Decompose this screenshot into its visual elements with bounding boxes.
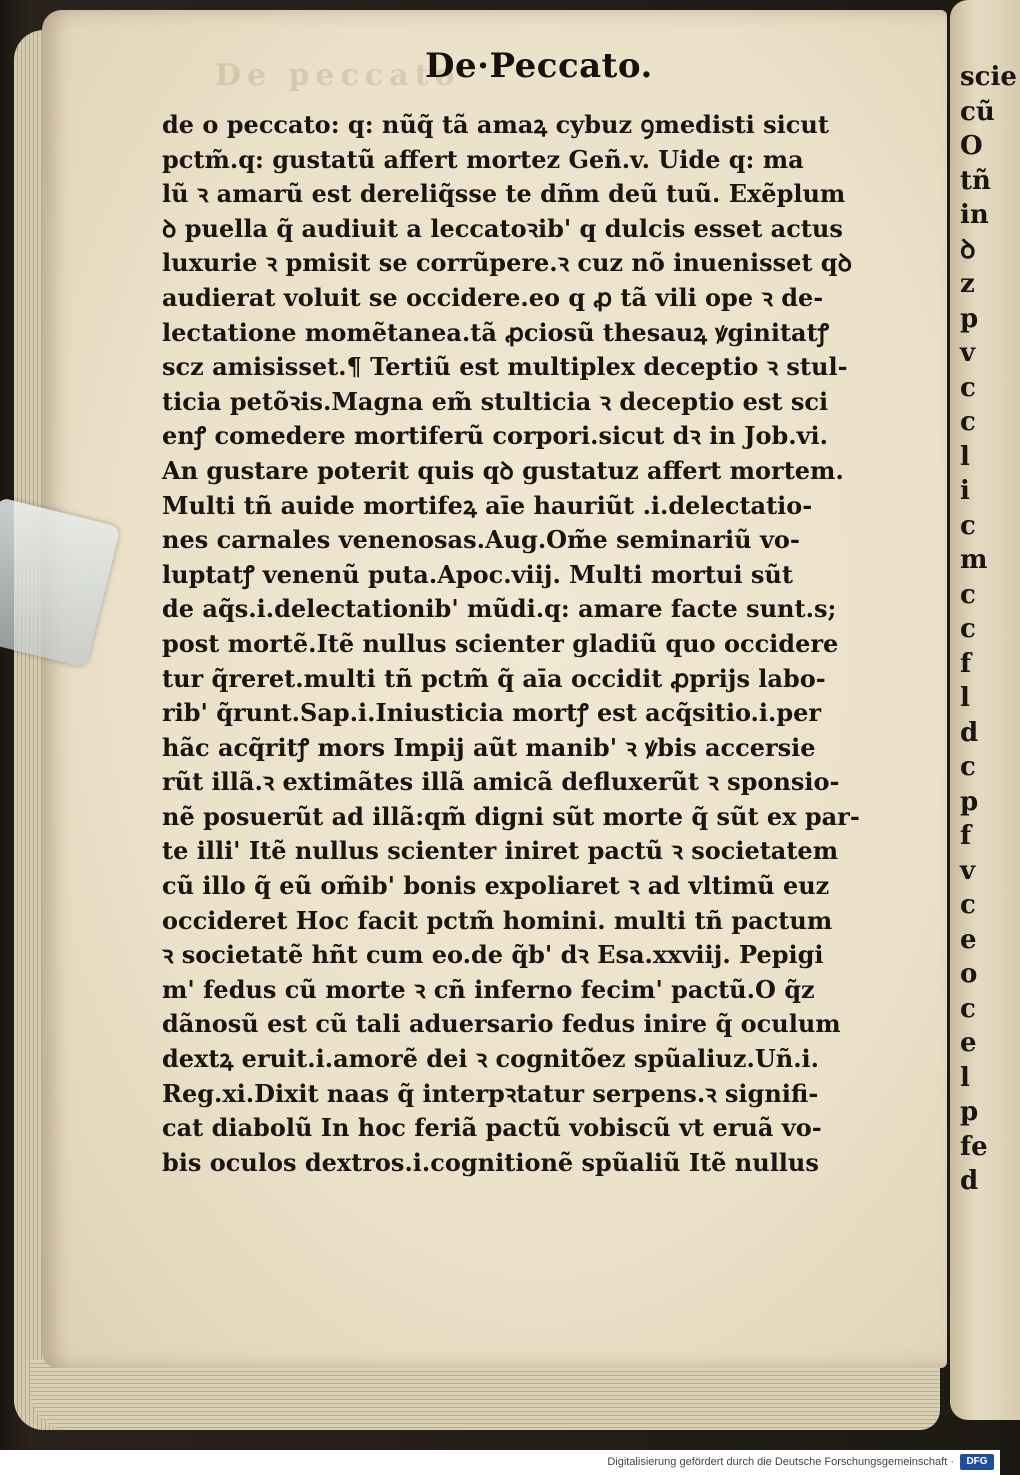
facing-line-fragment: e xyxy=(960,1028,977,1058)
facing-line-fragment: c xyxy=(960,614,976,644)
facing-line-fragment: i xyxy=(960,476,970,506)
text-line: luptatꝭ venenũ puta.Apoc.viij. Multi mortui sũt xyxy=(162,559,793,589)
text-line: enꝭ comedere mortiferũ corpori.sicut dꝛ in Job.vi. xyxy=(162,421,829,451)
facing-line-fragment: p xyxy=(960,303,979,334)
facing-line-fragment: cũ xyxy=(960,96,995,127)
text-line: cũ illo q̃ eũ om̃ib' bonis expoliaret ꝛ ad vltimũ euz xyxy=(162,871,830,901)
facing-line-fragment: p xyxy=(960,786,979,817)
text-line: lũ ꝛ amarũ est dereliq̃sse te dñm deũ tuũ. Exẽplum xyxy=(162,179,846,209)
facing-line-fragment: scie xyxy=(960,62,1017,92)
facing-page-text xyxy=(960,60,1017,1199)
show-through-heading: De peccato xyxy=(215,58,461,93)
text-line: Reg.xi.Dixit naas q̃ interpꝛtatur serpens.ꝛ signifi- xyxy=(162,1078,819,1108)
facing-line-fragment: c xyxy=(960,993,976,1024)
footer-credit: Digitalisierung gefördert durch die Deutsche Forschungsgemeinschaft · xyxy=(607,1456,954,1468)
facing-line-fragment: c xyxy=(960,407,976,437)
text-line: An gustare poterit quis qꝺ gustatuz affert mortem. xyxy=(162,455,844,485)
text-line: de aq̃s.i.delectationib' mũdi.q: amare facte sunt.s; xyxy=(162,594,837,624)
text-line: tur q̃reret.multi tñ pctm̃ q̃ aīa occidit ꝓprijs labo- xyxy=(162,663,826,693)
text-line: ticia petõꝛis.Magna em̃ stulticia ꝛ deceptio est sci xyxy=(162,386,829,416)
facing-line-fragment: v xyxy=(960,855,976,886)
text-line: post mortẽ.Itẽ nullus scienter gladiũ quo occidere xyxy=(162,628,839,658)
text-line: cat diabolũ In hoc feriã pactũ vobiscũ vt eruã vo- xyxy=(162,1113,822,1143)
facing-line-fragment: ꝺ xyxy=(960,234,976,265)
text-line: de o peccato: q: nũq̃ tã amaꝝ cybuz ꝯmedisti sicut xyxy=(162,110,829,139)
text-line: lectatione momẽtanea.tã ꝓciosũ thesauꝝ ꝟginitatꝭ xyxy=(162,317,830,347)
text-line: luxurie ꝛ pmisit se corrũpere.ꝛ cuz nõ inuenisset qꝺ xyxy=(162,248,852,278)
text-line: nẽ posuerũt ad illã:qm̃ digni sũt morte q̃ sũt ex par- xyxy=(162,801,860,831)
facing-line-fragment: O xyxy=(960,131,983,161)
text-line: Multi tñ auide mortifeꝝ aīe hauriũt .i.delectatio- xyxy=(162,490,813,520)
facing-line-fragment: in xyxy=(960,200,989,230)
text-line: rib' q̃runt.Sap.i.Iniusticia mortꝭ est acq̃sitio.i.per xyxy=(162,698,822,728)
text-line: hãc acq̃ritꝭ mors Impij aũt manib' ꝛ ꝟbis accersie xyxy=(162,732,816,762)
page-heading: De·Peccato. xyxy=(425,46,653,86)
text-line: audierat voluit se occidere.eo q̧ ꝓ tã vili ope ꝛ de- xyxy=(162,282,824,312)
text-line: scz amisisset.¶ Tertiũ est multiplex deceptio ꝛ stul- xyxy=(162,352,848,382)
text-line: pctm̃.q: gustatũ affert mortez Geñ.v. Uide q: ma xyxy=(162,144,804,174)
page-stack-bottom-edge xyxy=(30,1360,940,1430)
facing-line-fragment: c xyxy=(960,372,976,403)
facing-line-fragment: c xyxy=(960,890,976,920)
facing-line-fragment: l xyxy=(960,441,970,472)
facing-line-fragment: m xyxy=(960,545,988,575)
facing-line-fragment: c xyxy=(960,752,976,782)
facing-line-fragment: p xyxy=(960,1097,979,1127)
facing-line-fragment: o xyxy=(960,959,978,989)
text-line: rũt illã.ꝛ extimãtes illã amicã defluxerũt ꝛ sponsio- xyxy=(162,767,840,797)
facing-line-fragment: l xyxy=(960,683,970,713)
dfg-logo-icon: DFG xyxy=(960,1454,994,1470)
facing-line-fragment: c xyxy=(960,510,976,541)
text-line: dãnosũ est cũ tali aduersario fedus inire q̃ oculum xyxy=(162,1009,841,1039)
text-line: dextꝝ eruit.i.amorẽ dei ꝛ cognitõez spũaliuz.Uñ.i. xyxy=(162,1044,820,1074)
facing-line-fragment: v xyxy=(960,338,976,368)
text-line: bis oculos dextros.i.cognitionẽ spũaliũ Itẽ nullus xyxy=(162,1147,819,1177)
text-line: te illi' Itẽ nullus scienter iniret pactũ ꝛ societatem xyxy=(162,836,839,866)
facing-line-fragment: l xyxy=(960,1062,970,1093)
text-line: ꝺ puella q̃ audiuit a leccatoꝛib' q̧ dulcis esset actus xyxy=(162,213,843,243)
facing-line-fragment: e xyxy=(960,924,977,955)
facing-line-fragment: fe xyxy=(960,1131,988,1162)
facing-line-fragment: c xyxy=(960,579,976,610)
text-line: occideret Hoc facit pctm̃ homini. multi tñ pactum xyxy=(162,905,833,935)
facing-line-fragment: f xyxy=(960,821,972,851)
text-line: nes carnales venenosas.Aug.Om̃e seminariũ vo- xyxy=(162,525,800,555)
facing-line-fragment: z xyxy=(960,269,975,299)
facing-line-fragment: d xyxy=(960,717,979,748)
facing-line-fragment: d xyxy=(960,1166,979,1196)
facing-line-fragment: tñ xyxy=(960,165,991,196)
footer-bar xyxy=(0,1450,1000,1475)
text-line: ꝛ societatẽ hñt cum eo.de q̃b' dꝛ Esa.xxviij. Pepigi xyxy=(162,940,824,970)
facing-line-fragment: f xyxy=(960,648,972,679)
page-body-text xyxy=(162,108,862,1180)
text-line: m' fedus cũ morte ꝛ cñ inferno fecim' pactũ.O q̃z xyxy=(162,974,815,1004)
